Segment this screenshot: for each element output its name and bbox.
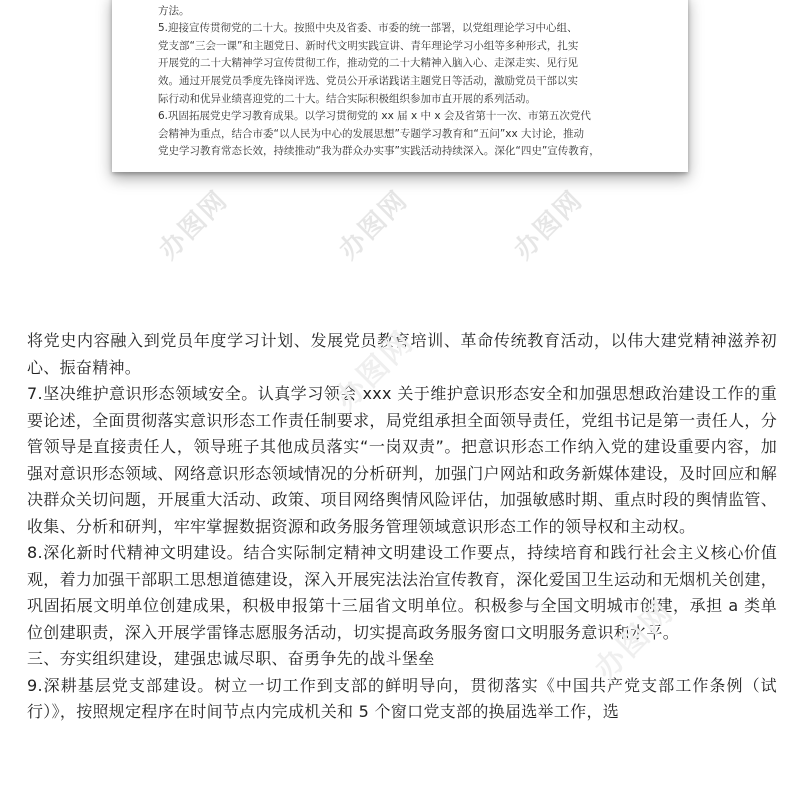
preview-line: 开展党的二十大精神学习宣传贯彻工作，推动党的二十大精神入脑入心、走深走实、见行见 <box>158 57 578 70</box>
preview-line: 际行动和优异业绩喜迎党的二十大。结合实际积极组织参加市直开展的系列活动。 <box>158 92 536 105</box>
watermark: 办图网 <box>333 184 415 266</box>
paragraph: 将党史内容融入到党员年度学习计划、发展党员教育培训、革命传统教育活动，以伟大建党精神滋养初心、振奋精神。 <box>27 331 777 377</box>
preview-line: 5.迎接宣传贯彻党的二十大。按照中央及省委、市委的统一部署，以党组理论学习中心组、 <box>158 22 578 35</box>
section-heading: 三、夯实组织建设，建强忠诚尽职、奋勇争先的战斗堡垒 <box>27 649 435 668</box>
watermark: 办图网 <box>508 184 590 266</box>
paragraph: 9.深耕基层党支部建设。树立一切工作到支部的鲜明导向，贯彻落实《中国共产党支部工作条例（试行）》，按照规定程序在时间节点内完成机关和 5 个窗口党支部的换届选举工作，选 <box>27 675 777 721</box>
preview-line: 党支部“三会一课”和主题党日、新时代文明实践宣讲、青年理论学习小组等多种形式，扎实 <box>158 39 579 52</box>
preview-line: 效。通过开展党员季度先锋岗评选、党员公开承诺践诺主题党日等活动，激励党员干部以实 <box>158 74 578 87</box>
preview-text <box>158 0 638 161</box>
preview-line: 党史学习教育常态长效，持续推动“我为群众办实事”实践活动持续深入。深化“四史”宣传教育， <box>158 145 600 158</box>
document-preview-card <box>112 0 688 172</box>
watermark: 办图网 <box>328 324 421 418</box>
watermark: 办图网 <box>588 594 681 688</box>
preview-line: 方法。 <box>158 4 190 17</box>
paragraph: 7.坚决维护意识形态领域安全。认真学习领会 xxx 关于维护意识形态安全和加强思想政治建设工作的重要论述，全面贯彻落实意识形态工作责任制要求，局党组承担全面领导责任，党组书记是第一责任人，分管领导是直接责任人，领导班子其他成员落实“一岗双责”。把意识形态工作纳入党的建设重要内容，加强对意识形态领域、网络意识形态领域情况的分析研判，加强门户网站和政务新媒体建设，及时回应和解决群众关切问题，开展重大活动、政策、项目网络舆情风险评估，加强敏感时期、重点时段的舆情监管、收集、分析和研判，牢牢掌握数据资源和政务服务管理领域意识形态工作的领导权和主动权。 <box>27 384 777 536</box>
preview-area <box>0 0 800 300</box>
preview-line: 会精神为重点，结合市委“以人民为中心的发展思想”专题学习教育和“五问”xx 大讨论，推动 <box>158 127 585 140</box>
preview-line: 6.巩固拓展党史学习教育成果。以学习贯彻党的 xx 届 x 中 x 会及省第十一次、市第五次党代 <box>158 110 591 123</box>
paragraph: 8.深化新时代精神文明建设。结合实际制定精神文明建设工作要点，持续培育和践行社会主义核心价值观，着力加强干部职工思想道德建设，深入开展宪法法治宣传教育，深化爱国卫生运动和无烟机关创建，巩固拓展文明单位创建成果，积极申报第十三届省文明单位。积极参与全国文明城市创建，承担 a 类单位创建职责，深入开展学雷锋志愿服务活动，切实提高政务服务窗口文明服务意识和水平。 <box>27 543 777 642</box>
watermark: 办图网 <box>153 184 235 266</box>
document-body <box>27 324 777 726</box>
